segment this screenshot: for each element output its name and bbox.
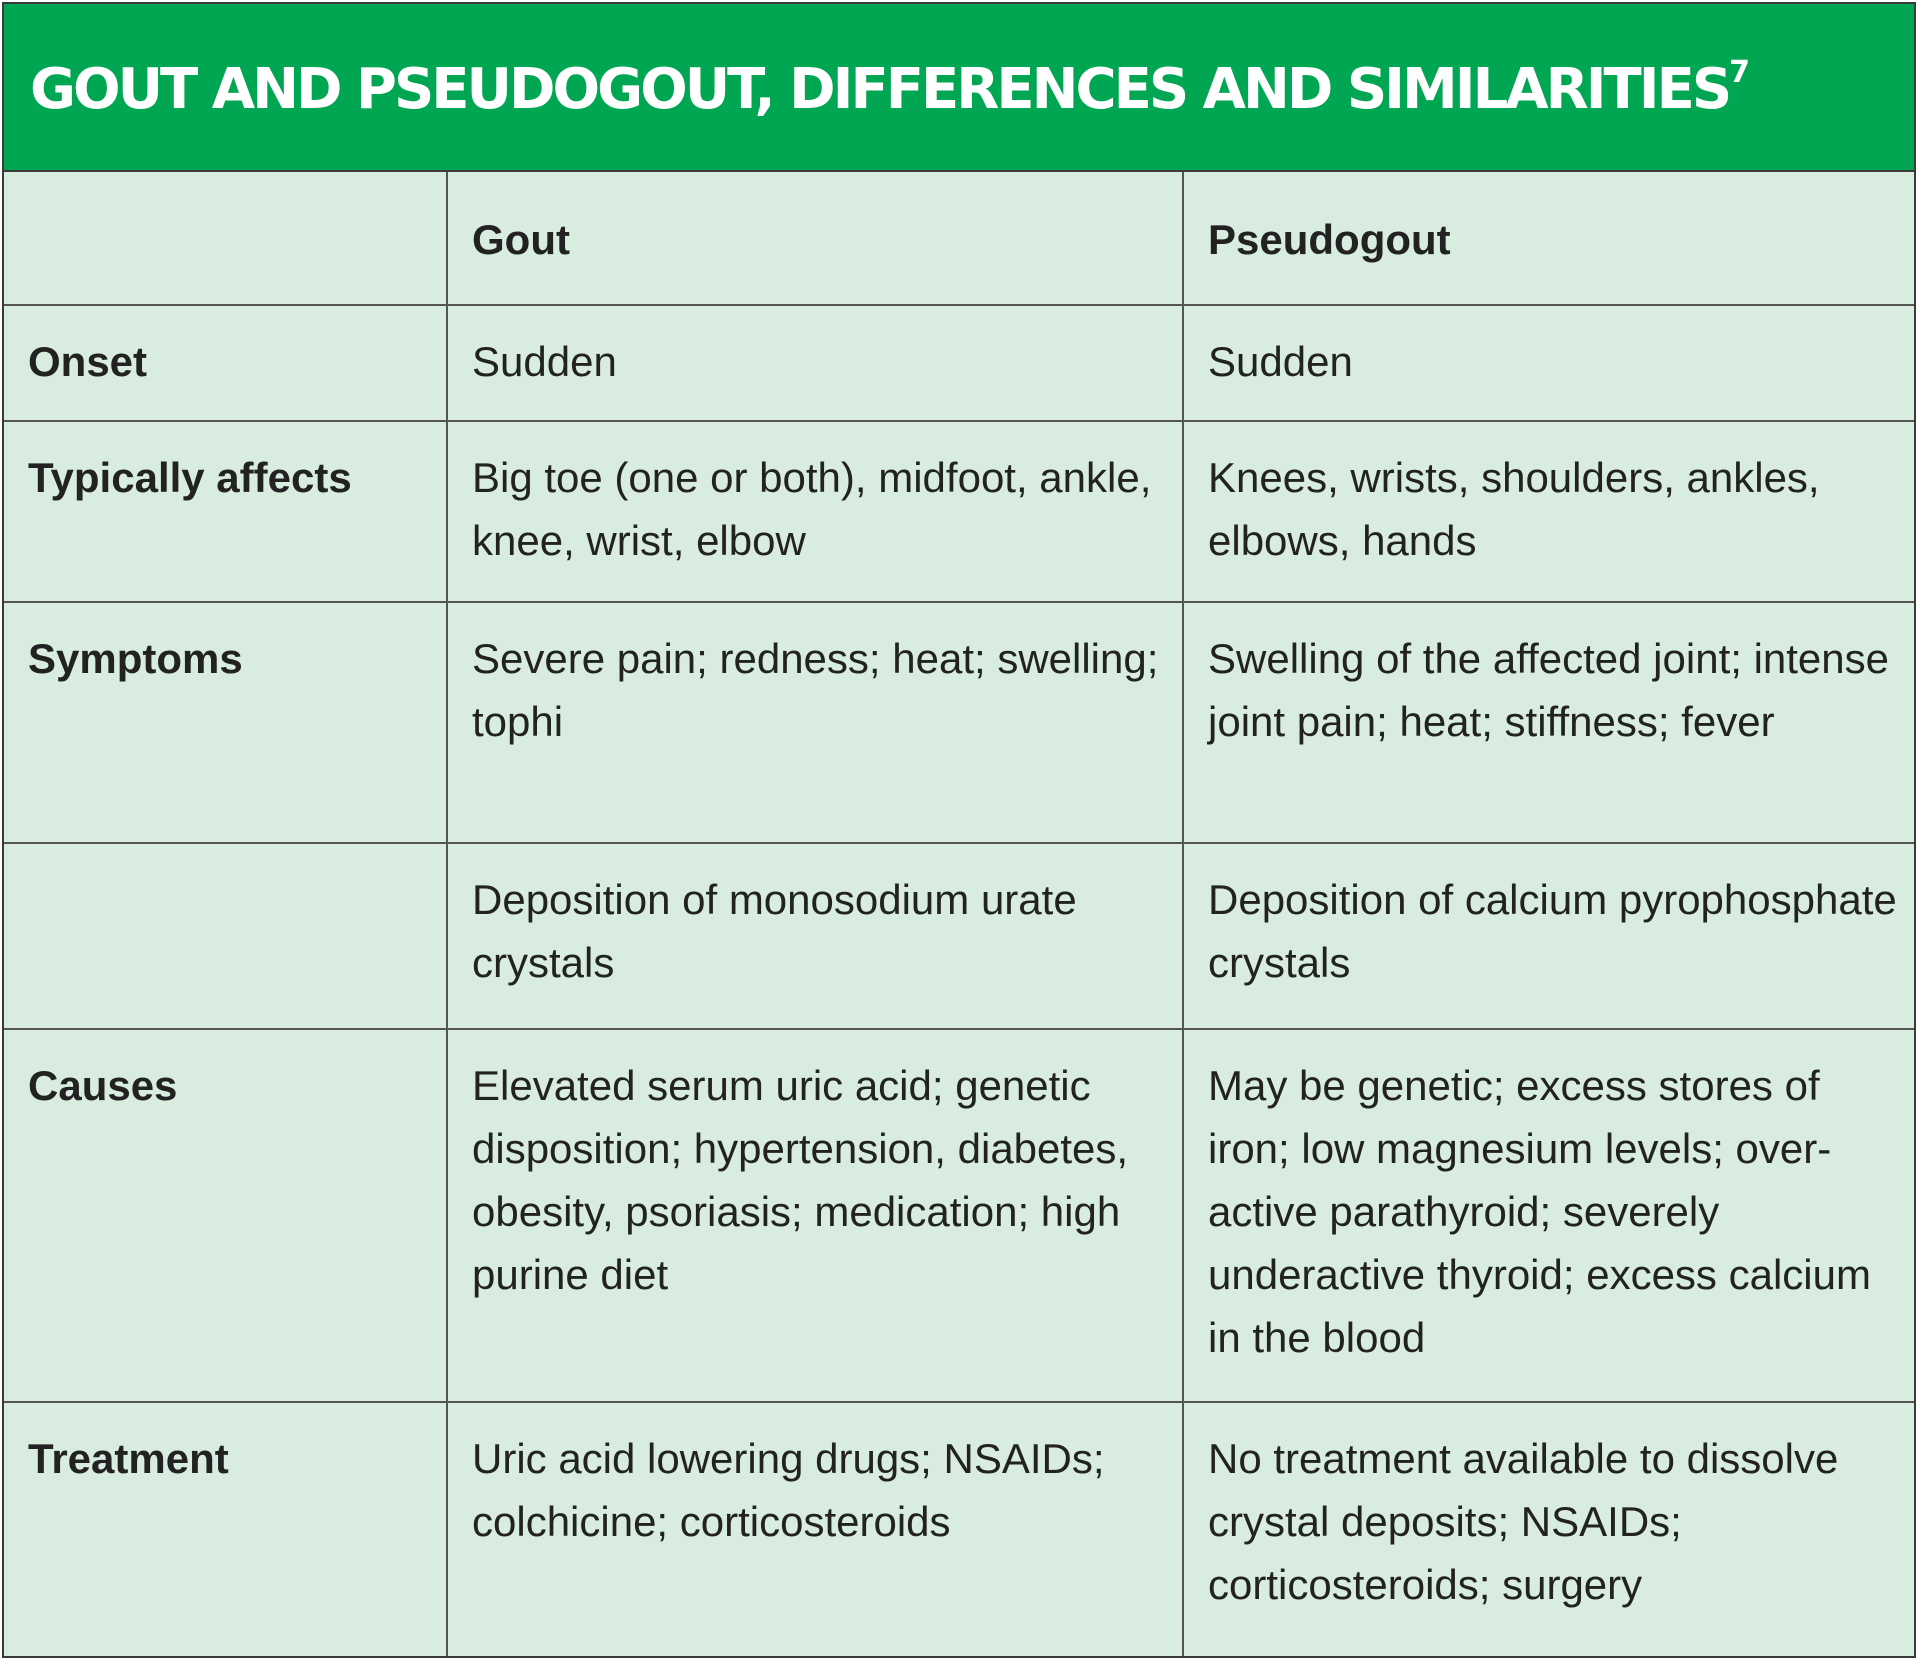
pseudogout-cell: Knees, wrists, shoulders, ankles, elbows, hands [1183, 421, 1914, 602]
table-title [30, 54, 1751, 122]
header-cell-empty [4, 172, 447, 305]
pseudogout-cell: No treatment available to dissolve crystal deposits; NSAIDs; corticosteroids; surgery [1208, 1435, 1839, 1608]
gout-cell: Sudden [447, 305, 1183, 421]
table-row [4, 1029, 1914, 1402]
row-label: Typically affects [4, 421, 447, 602]
pseudogout-cell: Swelling of the affected joint; intense joint pain; heat; stiffness; fever [1183, 602, 1914, 843]
pseudogout-cell: Deposition of calcium pyrophosphate crystals [1183, 843, 1914, 1029]
header-cell-gout: Gout [447, 172, 1183, 305]
header-row [4, 172, 1914, 305]
table-row [4, 305, 1914, 421]
row-label [4, 843, 447, 1029]
gout-cell: Elevated serum uric acid; genetic disposition; hypertension, diabetes, obesity, psoriasis; medication; high purine diet [447, 1029, 1183, 1402]
comparison-table-panel [2, 2, 1916, 1658]
header-cell-pseudogout: Pseudogout [1183, 172, 1914, 305]
row-label: Symptoms [4, 602, 447, 843]
gout-cell: Big toe (one or both), midfoot, ankle, knee, wrist, elbow [447, 421, 1183, 602]
row-label: Causes [4, 1029, 447, 1402]
comparison-table [4, 172, 1914, 1656]
table-row [4, 602, 1914, 843]
table-row [4, 843, 1914, 1029]
pseudogout-cell: Sudden [1183, 305, 1914, 421]
table-row [4, 1402, 1914, 1656]
gout-cell: Uric acid lowering drugs; NSAIDs; colchicine; corticosteroids [447, 1402, 1183, 1656]
gout-cell: Severe pain; redness; heat; swelling; tophi [447, 602, 1183, 843]
table-row [4, 421, 1914, 602]
title-text: GOUT AND PSEUDOGOUT, DIFFERENCES AND SIMILARITIES [30, 56, 1730, 122]
gout-cell: Deposition of monosodium urate crystals [447, 843, 1183, 1029]
row-label: Treatment [4, 1402, 447, 1656]
title-bar [4, 4, 1914, 172]
row-label: Onset [4, 305, 447, 421]
pseudogout-cell: May be genetic; excess stores of iron; low magnesium levels; over-active parathyroid; severely underactive thyroid; excess calcium in the blood [1183, 1029, 1914, 1402]
title-footnote-marker: 7 [1729, 54, 1751, 90]
